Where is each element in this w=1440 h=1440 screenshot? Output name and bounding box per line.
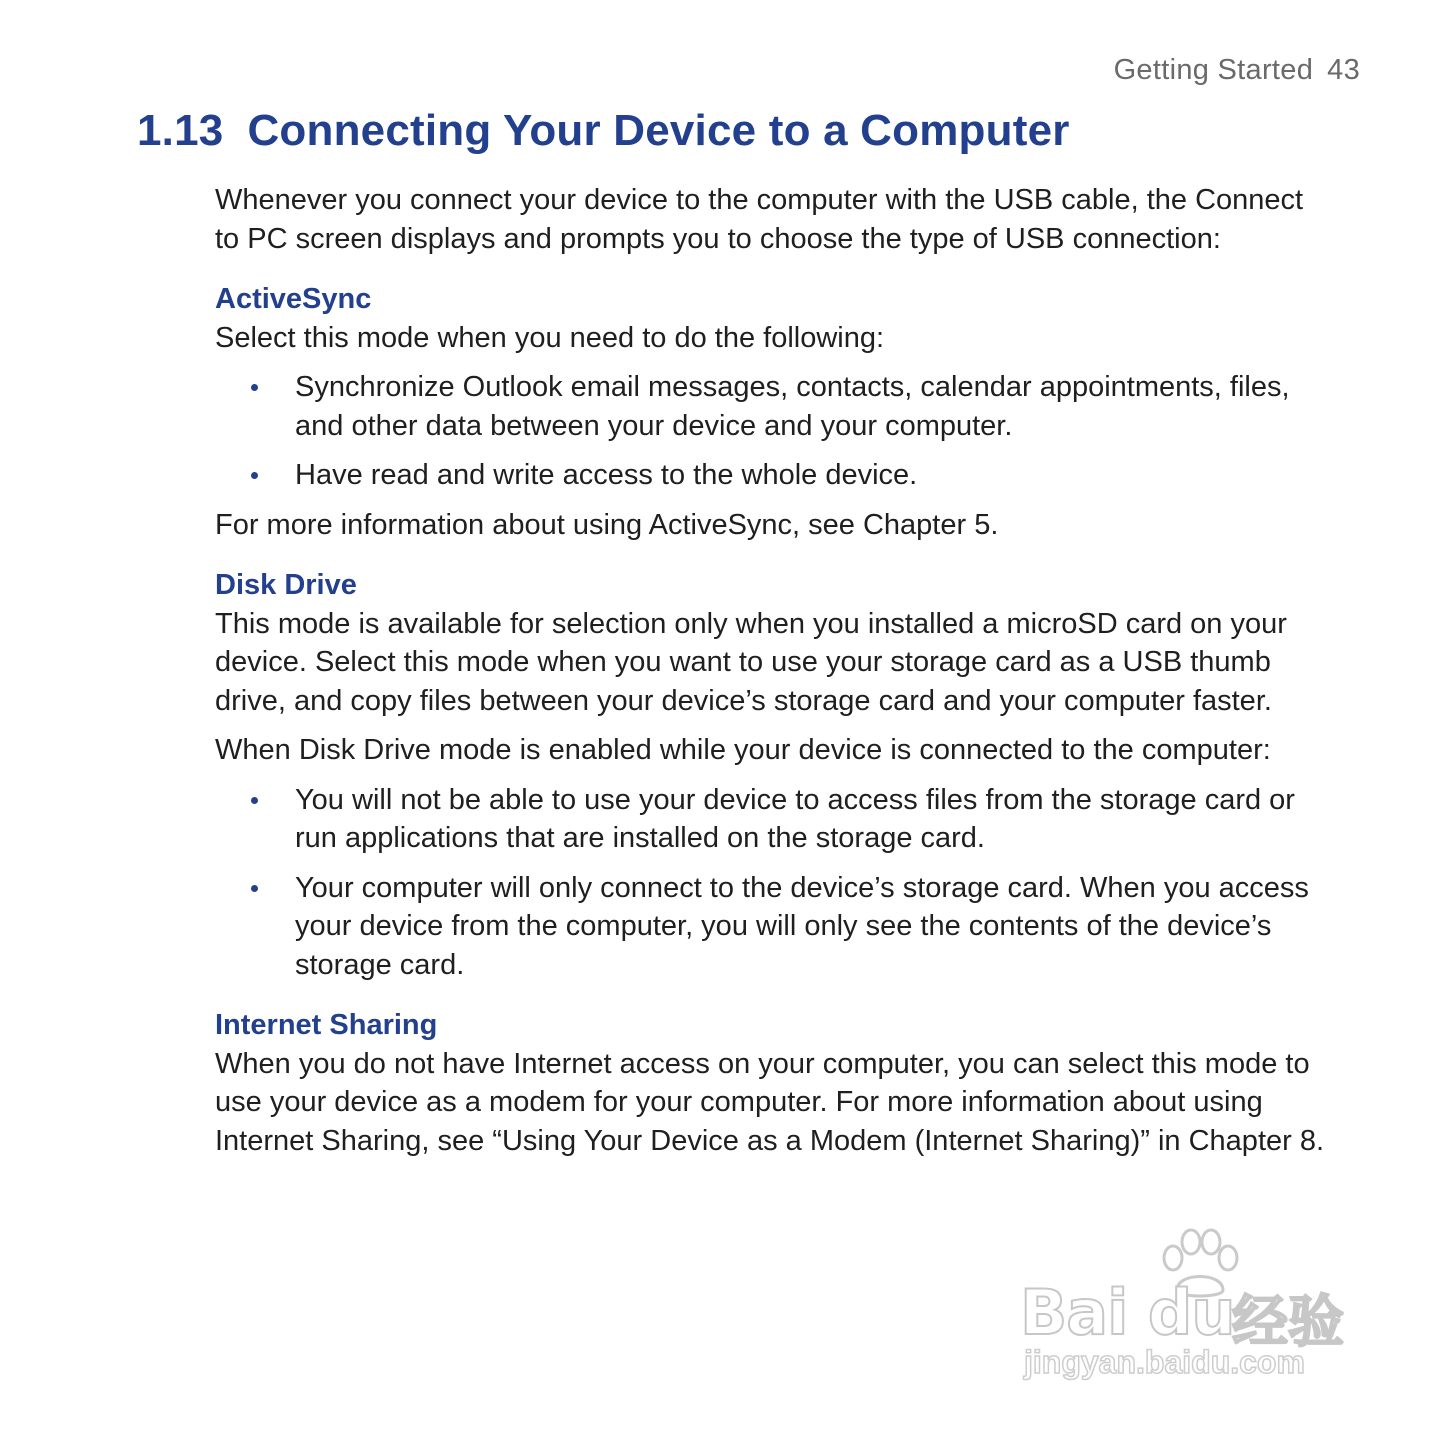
bullet-icon <box>251 797 258 804</box>
activesync-more-info: For more information about using ActiveSync, see Chapter 5. <box>215 508 999 541</box>
bullet-icon <box>251 472 258 479</box>
bullet-text: You will not be able to use your device to access files from the storage card or run applications that are installed on the storage card. <box>295 783 1295 854</box>
activesync-heading: ActiveSync <box>215 283 372 315</box>
watermark-logo-text: Bai du <box>1020 1276 1235 1349</box>
running-header <box>1114 54 1360 87</box>
internet-sharing-heading: Internet Sharing <box>215 1009 438 1041</box>
list-item <box>215 456 1335 495</box>
baidu-jingyan-watermark <box>1020 1228 1360 1388</box>
list-item <box>215 368 1335 445</box>
activesync-lead: Select this mode when you need to do the following: <box>215 321 885 354</box>
list-item <box>215 781 1335 858</box>
bullet-text: Your computer will only connect to the device’s storage card. When you access your device from the computer, you will only see the contents of the device’s storage card. <box>295 871 1309 981</box>
page-number: 43 <box>1327 54 1360 86</box>
bullet-icon <box>251 384 258 391</box>
header-section-label: Getting Started <box>1113 54 1314 86</box>
activesync-bullet-list <box>215 368 1335 495</box>
disk-drive-heading: Disk Drive <box>215 569 357 601</box>
internet-sharing-body: When you do not have Internet access on your computer, you can select this mode to use your device as a modem for your computer. For more information about using Internet Sharing, see “Using Your Device as a Modem (Internet Sharing)” in Chapter 8. <box>215 1047 1325 1157</box>
disk-drive-lead: When Disk Drive mode is enabled while your device is connected to the computer: <box>215 734 1271 766</box>
bullet-text: Have read and write access to the whole device. <box>295 459 918 491</box>
bullet-text: Synchronize Outlook email messages, contacts, calendar appointments, files, and other data between your device and your computer. <box>295 371 1290 442</box>
watermark-cn-text: 经验 <box>1232 1290 1344 1353</box>
disk-drive-bullet-list <box>215 781 1335 985</box>
disk-drive-body: This mode is available for selection only when you installed a microSD card on your device. Select this mode when you want to use your storage card as a USB thumb drive, and copy files between your device’s storage card and your computer faster. <box>215 607 1287 717</box>
section-title <box>137 106 1070 156</box>
intro-paragraph: Whenever you connect your device to the computer with the USB cable, the Connect to PC screen displays and prompts you to choose the type of USB connection: <box>215 184 1304 255</box>
watermark-url: jingyan.baidu.com <box>1024 1344 1305 1380</box>
section-title-text: Connecting Your Device to a Computer <box>247 106 1070 155</box>
list-item <box>215 869 1335 985</box>
bullet-icon <box>251 885 258 892</box>
section-number: 1.13 <box>137 106 224 155</box>
page-content <box>215 181 1335 1160</box>
